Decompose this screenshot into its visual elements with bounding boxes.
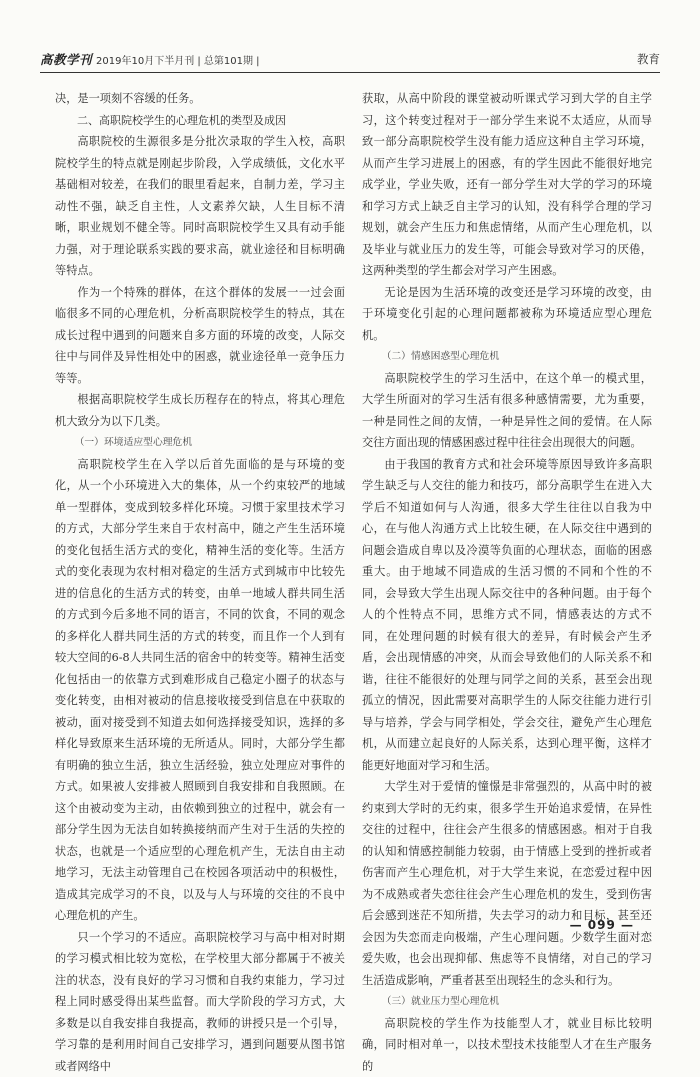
body-paragraph: 作为一个特殊的群体，在这个群体的发展一一过会面临很多不同的心理危机，分析高职院校学生的特点，其在成长过程中遇到的问题来自多方面的环境的改变，人际交往中与同伴及异性相处中的困惑，就业途径单一竞争压力等等。 bbox=[55, 282, 345, 390]
body-paragraph: 高职院校的生源很多是分批次录取的学生入校，高职院校学生的特点就是刚起步阶段，入学成绩低，文化水平基础相对较差，在我们的眼里看起来，自制力差，学习主动性不强，缺乏自主性，人文素养欠缺，人生目标不清晰，职业规划不健全等。同时高职院校学生又具有动手能力强，对于理论联系实践的要求高，就业途径和目标明确等特点。 bbox=[55, 131, 345, 282]
body-paragraph: 只一个学习的不适应。高职院校学习与高中相对时期的学习模式相比较为宽松，在学校里大部分都属于不被关注的状态，没有良好的学习习惯和自我约束能力，学习过程上同时感受得出某些监督。而大学阶段的学习方式，大多数是以自我安排自我提高，教师的讲授只是一个引导，学习靠的是利用时间自己安排学习，遇到问题要从图书馆或者网络中 bbox=[55, 927, 345, 1077]
body-paragraph: 无论是因为生活环境的改变还是学习环境的改变，由于环境变化引起的心理问题都被称为环境适应型心理危机。 bbox=[362, 282, 652, 347]
body-paragraph: 高职院校的学生作为技能型人才，就业目标比较明确，同时相对单一，以技术型技术技能型人才在生产服务的 bbox=[362, 1013, 652, 1077]
body-paragraph: 决，是一项刻不容缓的任务。 bbox=[55, 88, 345, 110]
page-header bbox=[40, 48, 660, 70]
header-rule bbox=[40, 72, 660, 73]
right-column bbox=[362, 88, 652, 908]
body-paragraph: 获取，从高中阶段的课堂被动听课式学习到大学的自主学习，这个转变过程对于一部分学生来说不太适应，从而导致一部分高职院校学生没有能力适应这种自主学习环境，从而产生学习进展上的困惑，有的学生因此不能很好地完成学业，学业失败，还有一部分学生对大学的学习的环境和学习方式上缺乏自主学习的认知，没有科学合理的学习规划，就会产生压力和焦虑情绪，从而产生心理危机，以及毕业与就业压力的发生等，可能会导致对学习的厌倦，这两种类型的学生都会对学习产生困惑。 bbox=[362, 88, 652, 282]
section-tag: 教育 bbox=[637, 51, 660, 67]
subsection-heading: （二）情感困惑型心理危机 bbox=[362, 346, 652, 368]
body-paragraph: 根据高职院校学生成长历程存在的特点，将其心理危机大致分为以下几类。 bbox=[55, 389, 345, 432]
issue-info: 2019年10月下半月刊 | 总第101期 | bbox=[96, 52, 260, 67]
body-paragraph: 高职院校学生的学习生活中，在这个单一的模式里，大学生所面对的学习生活有很多种感情需要，尤为重要，一种是同性之间的友情，一种是异性之间的爱情。在人际交往方面出现的情感困惑过程中往往会出现很大的问题。 bbox=[362, 368, 652, 454]
header-left bbox=[40, 50, 260, 68]
subsection-heading: （一）环境适应型心理危机 bbox=[55, 432, 345, 454]
body-paragraph: 由于我国的教育方式和社会环境等原因导致许多高职学生缺乏与人交往的能力和技巧，部分高职学生在进入大学后不知道如何与人沟通，很多大学生往往以自我为中心，在与他人沟通方式上比较生硬，在人际交往中遇到的问题会造成自卑以及冷漠等负面的心理状态，面临的困惑重大。由于地域不同造成的生活习惯的不同和个性的不同，会导致大学生出现人际交往中的各种问题。由于每个人的个性特点不同，思维方式不同，情感表达的方式不同，在处理问题的时候有很大的差异，有时候会产生矛盾，会出现情感的冲突，从而会导致他们的人际关系不和谐，往往不能很好的处理与同学之间的关系，甚至会出现孤立的情况，因此需要对高职学生的人际交往能力进行引导与培养，学会与同学相处，学会交往，避免产生心理危机，从而建立起良好的人际关系，达到心理平衡，这样才能更好地面对学习和生活。 bbox=[362, 454, 652, 777]
left-column bbox=[55, 88, 345, 908]
body-paragraph: 高职院校学生在入学以后首先面临的是与环境的变化，从一个小环境进入大的集体，从一个约束较严的地域单一型群体，变成到较多样化环境。习惯于家里技术学习的方式，大部分学生来自于农村高中，随之产生生活环境的变化包括生活方式的变化，精神生活的变化等。生活方式的变化表现为农村相对稳定的生活方式到城市中比较先进的信息化的生活方式的转变，由单一地域人群共同生活的方式到今后多地不同的语言，不同的饮食，不同的观念的多样化人群共同生活的方式的转变，而且作一个人到有较大空间的6-8人共同生活的宿舍中的转变等。精神生活变化包括由一的依靠方式到难形成自己稳定小圈子的状态与变化转变，由相对被动的信息接收接受到信息在中获取的被动，面对接受到不知道去如何选择接受知识，选择的多样化导致原来生活环境的无所适从。同时，大部分学生都有明确的独立生活，独立生活经验，独立处理应对事件的方式。如果被人安排被人照顾到自我安排和自我照顾。在这个由被动变为主动，由依赖到独立的过程中，就会有一部分学生因为无法自如转换接纳而产生对于生活的失控的状态，也就是一个适应型的心理危机产生，无法自由主动地学习，无法主动管理自己在校园各项活动中的积极性，造成其完成学习的不良，以及与人与环境的交往的不良中心理危机的产生。 bbox=[55, 454, 345, 927]
section-heading: 二、高职院校学生的心理危机的类型及成因 bbox=[55, 110, 345, 132]
subsection-heading: （三）就业压力型心理危机 bbox=[362, 991, 652, 1013]
journal-logo: 高教学刊 bbox=[40, 50, 92, 68]
body-paragraph: 大学生对于爱情的憧憬是非常强烈的，从高中时的被约束到大学时的无约束，很多学生开始追求爱情，在异性交往的过程中，往往会产生很多的情感困惑。相对于自我的认知和情感控制能力较弱，由于情感上受到的挫折或者伤害而产生心理危机，对于大学生来说，在恋爱过程中因为不成熟或者失恋往往会产生心理危机的发生，受到伤害后会感到迷茫不知所措，失去学习的动力和目标，甚至还会因为失恋而走向极端，产生心理问题。少数学生面对恋爱失败，也会出现抑郁、焦虑等不良情绪，对自己的学习生活造成影响，严重者甚至出现轻生的念头和行为。 bbox=[362, 776, 652, 991]
page-number: — 099 — bbox=[570, 918, 634, 932]
